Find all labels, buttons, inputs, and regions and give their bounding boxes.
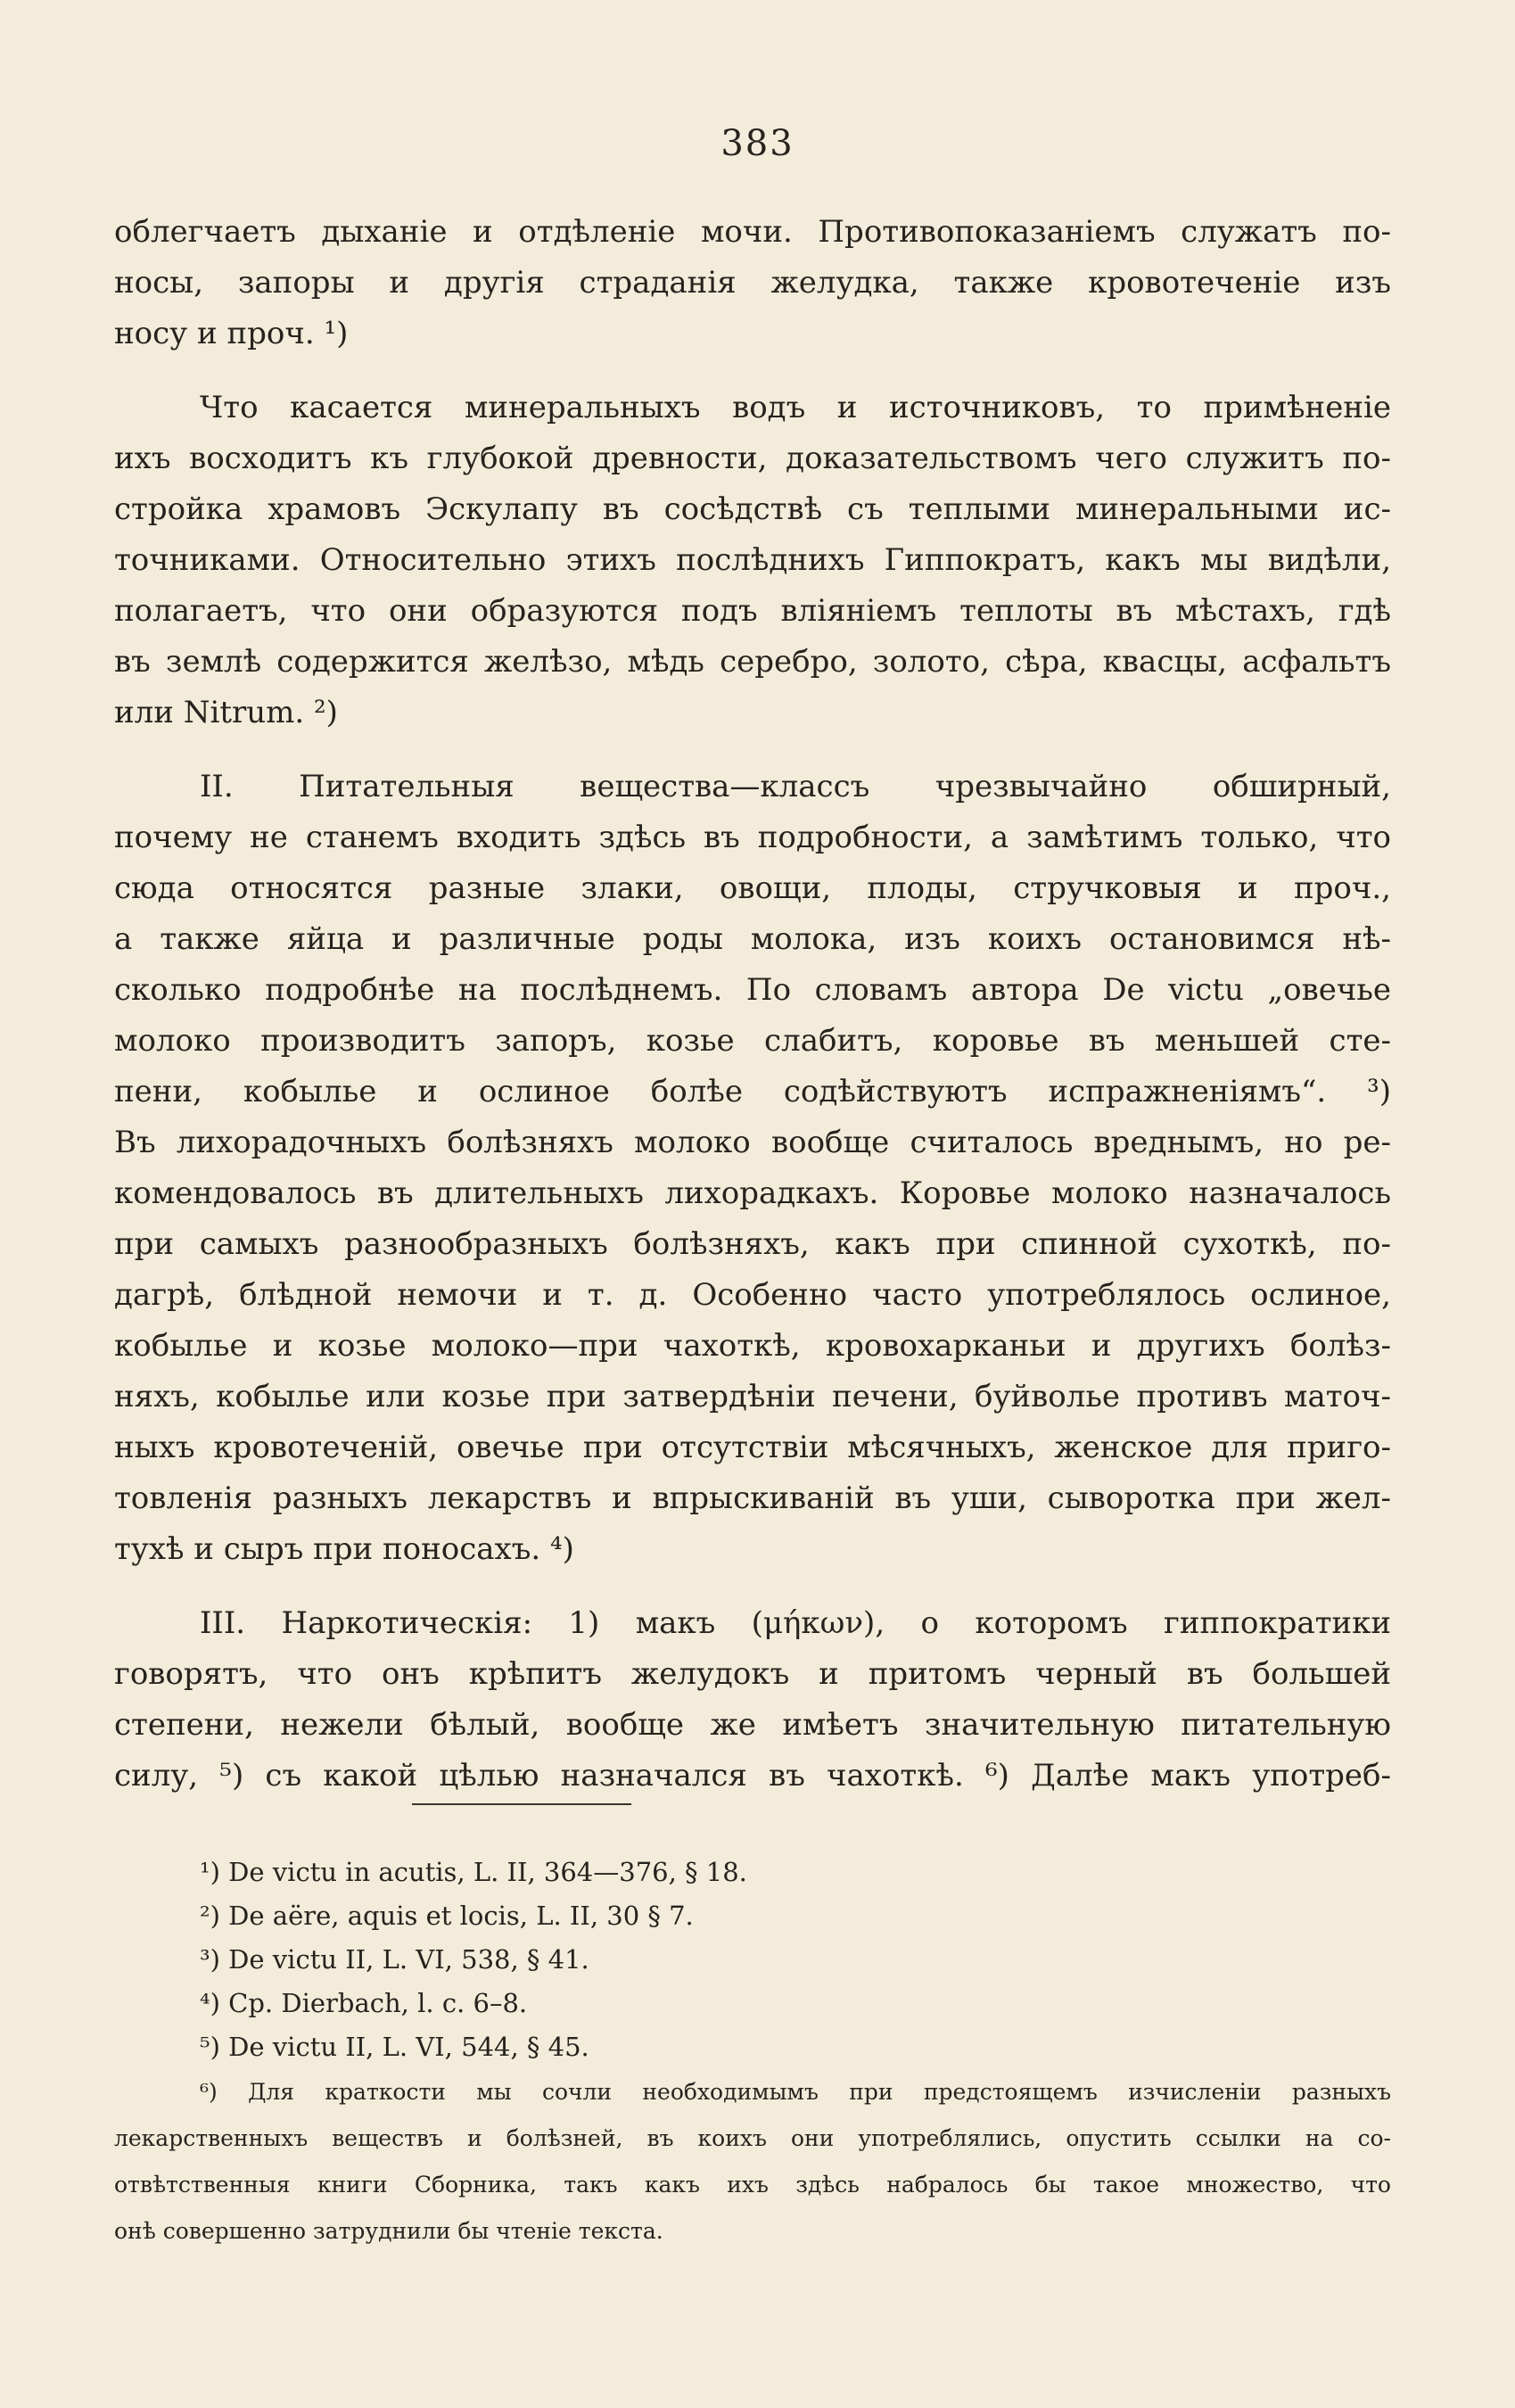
text-line: пени, кобылье и ослиное болѣе содѣйствуютъ испражненіямъ“. ³) — [114, 1074, 1391, 1109]
text-line: говорятъ, что онъ крѣпитъ желудокъ и притомъ черный въ большей — [114, 1656, 1391, 1692]
footnote: ²) De aëre, aquis et locis, L. II, 30 § 7. — [200, 1901, 694, 1931]
footnote-long — [114, 2069, 1391, 2255]
footnote: ⁵) De victu II, L. VI, 544, § 45. — [200, 2032, 589, 2062]
text-line: ныхъ кровотеченій, овечье при отсутствіи мѣсячныхъ, женское для приго- — [114, 1430, 1391, 1465]
footnote: ⁴) Cp. Dierbach, l. c. 6–8. — [200, 1988, 528, 2018]
text-line: а также яйца и различные роды молока, изъ коихъ остановимся нѣ- — [114, 921, 1391, 957]
text-line: носу и проч. ¹) — [114, 316, 349, 351]
footnote-line: ⁶) Для краткости мы сочли необходимымъ при предстоящемъ изчисленіи разныхъ — [200, 2079, 1391, 2105]
text-line: облегчаетъ дыханіе и отдѣленіе мочи. Противопоказаніемъ служатъ по- — [114, 214, 1391, 250]
text-line: полагаетъ, что они образуются подъ вліяніемъ теплоты въ мѣстахъ, гдѣ — [114, 593, 1391, 629]
text-line: стройка храмовъ Эскулапу въ сосѣдствѣ съ теплыми минеральными ис- — [114, 491, 1391, 527]
footnote-line: онѣ совершенно затруднили бы чтеніе текста. — [114, 2218, 663, 2244]
footnote-line: лекарственныхъ веществъ и болѣзней, въ коихъ они употреблялись, опустить ссылки на со- — [114, 2125, 1391, 2151]
text-line: молоко производитъ запоръ, козье слабитъ, коровье въ меньшей сте- — [114, 1023, 1391, 1059]
text-line: сколько подробнѣе на послѣднемъ. По словамъ автора De victu „овечье — [114, 972, 1391, 1008]
text-line: дагрѣ, блѣдной немочи и т. д. Особенно часто употреблялось ослиное, — [114, 1277, 1391, 1313]
paragraph — [114, 1598, 1391, 1802]
text-line: сюда относятся разные злаки, овощи, плоды, стручковыя и проч., — [114, 870, 1391, 906]
text-line: кобылье и козье молоко—при чахоткѣ, кровохарканьи и другихъ болѣз- — [114, 1328, 1391, 1364]
footnote: ¹) De victu in acutis, L. II, 364—376, § 18. — [200, 1857, 747, 1887]
footnotes — [114, 1851, 1391, 2255]
text-line: въ землѣ содержится желѣзо, мѣдь серебро, золото, сѣра, квасцы, асфальтъ — [114, 644, 1391, 680]
paragraph — [114, 207, 1391, 359]
text-line: силу, ⁵) съ какой цѣлью назначался въ чахоткѣ. ⁶) Далѣе макъ употреб- — [114, 1758, 1391, 1794]
paragraph — [114, 762, 1391, 1575]
text-line: или Nitrum. ²) — [114, 695, 338, 730]
text-line: ихъ восходитъ къ глубокой древности, доказательствомъ чего служитъ по- — [114, 441, 1391, 476]
paragraph — [114, 383, 1391, 738]
footnote-divider — [412, 1803, 631, 1805]
text-line: степени, нежели бѣлый, вообще же имѣетъ значительную питательную — [114, 1707, 1391, 1743]
body-text — [114, 207, 1391, 1802]
text-line: Въ лихорадочныхъ болѣзняхъ молоко вообще считалось вреднымъ, но ре- — [114, 1125, 1391, 1160]
footnote: ³) De victu II, L. VI, 538, § 41. — [200, 1944, 589, 1975]
text-line: няхъ, кобылье или козье при затвердѣніи печени, буйволье противъ маточ- — [114, 1379, 1391, 1414]
text-line: II. Питательныя вещества—классъ чрезвычайно обширный, — [200, 769, 1391, 804]
text-line: товленія разныхъ лекарствъ и впрыскиваній въ уши, сыворотка при жел- — [114, 1480, 1391, 1516]
text-line: Что касается минеральныхъ водъ и источниковъ, то примѣненіе — [200, 390, 1391, 425]
footnote-line: отвѣтственныя книги Сборника, такъ какъ ихъ здѣсь набралось бы такое множество, что — [114, 2172, 1391, 2198]
text-line: III. Наркотическія: 1) макъ (μήκων), о которомъ гиппократики — [200, 1605, 1391, 1641]
text-line: носы, запоры и другія страданія желудка, также кровотеченіе изъ — [114, 265, 1391, 301]
text-line: почему не станемъ входить здѣсь въ подробности, а замѣтимъ только, что — [114, 820, 1391, 855]
text-line: точниками. Относительно этихъ послѣднихъ Гиппократъ, какъ мы видѣли, — [114, 542, 1391, 578]
text-line: комендовалось въ длительныхъ лихорадкахъ. Коровье молоко назначалось — [114, 1175, 1391, 1211]
text-line: при самыхъ разнообразныхъ болѣзняхъ, какъ при спинной сухоткѣ, по- — [114, 1226, 1391, 1262]
page-number: 383 — [720, 123, 795, 164]
text-line: тухѣ и сыръ при поносахъ. ⁴) — [114, 1531, 574, 1567]
